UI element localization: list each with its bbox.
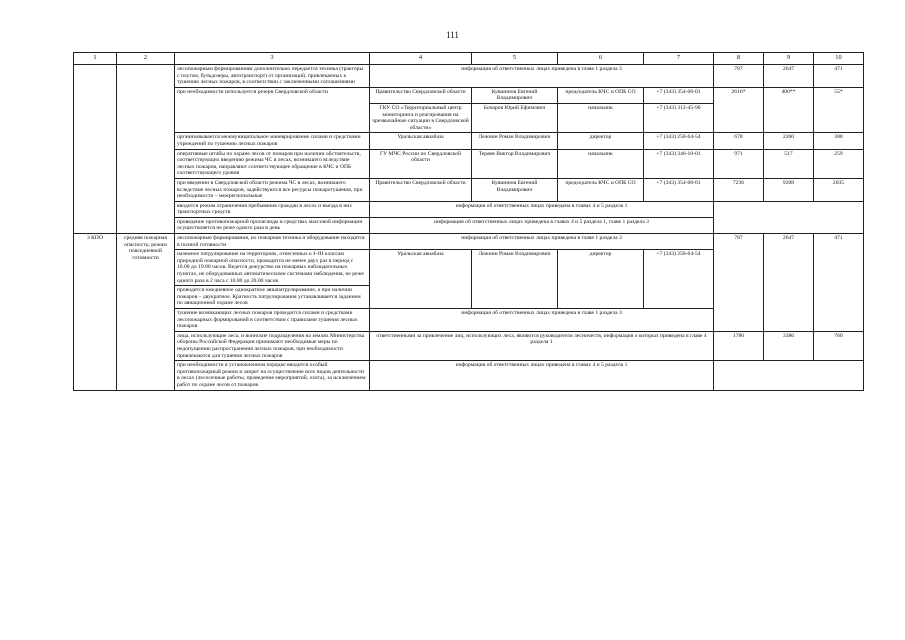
value-cell: 471 xyxy=(814,234,864,332)
table-row xyxy=(74,201,864,217)
table-row xyxy=(74,331,864,360)
class-desc-cell xyxy=(117,65,175,234)
measure-cell: тушение возникающих лесных пожаров проводится силами и средствами лесопожарных формирований в соответствии с правилами тушения лесных пожаров xyxy=(175,309,370,332)
page-number: 111 xyxy=(446,30,459,40)
col-header: 5 xyxy=(472,53,558,65)
table-row xyxy=(74,234,864,250)
table-row xyxy=(74,361,864,390)
measure-cell: вводится режим ограничения пребывания граждан в лесах и въезда в них транспортных средств xyxy=(175,201,370,217)
value-cell: 471 xyxy=(814,65,864,88)
class-number-cell: 3 КПО xyxy=(74,234,117,390)
value-cell: 971 xyxy=(714,149,764,178)
phone-cell: +7 (343) 312-45-90 xyxy=(644,103,714,132)
phone-cell: +7 (343) 354-00-01 xyxy=(644,87,714,103)
measure-cell: при необходимости используется резерв Свердловской области xyxy=(175,87,370,133)
value-cell: 517 xyxy=(764,149,814,178)
organization-cell: Правительство Свердловской области xyxy=(370,87,472,103)
measure-cell: лица, использующие леса, и воинские подразделения на землях Министерства обороны Российской Федерации принимают необходимые меры по недопущению распространения лесных пожаров, при необходимости привлекаются для тушения лесных пожаров xyxy=(175,331,370,360)
organization-cell: ГКУ СО «Территориальный центр мониторинга и реагирования на чрезвычайные ситуации в Свердловской области» xyxy=(370,103,472,132)
col-header: 8 xyxy=(714,53,764,65)
measure-cell: при введении в Свердловской области режима ЧС в лесах, возникшего вследствие лесных пожаров, задействуются все ресурсы пожаротушения, при необходимости – межрегиональные xyxy=(175,178,370,201)
measure-cell: проведение противопожарной пропаганды в средствах массовой информации осуществляется не реже одного раза в день xyxy=(175,217,370,233)
organization-cell: Правительство Свердловской области xyxy=(370,178,472,201)
value-cell: 55* xyxy=(814,87,864,133)
position-cell: председатель КЧС и ОПБ СО xyxy=(558,87,644,103)
col-header: 4 xyxy=(370,53,472,65)
organization-cell: ГУ МЧС России по Свердловской области xyxy=(370,149,472,178)
col-header: 3 xyxy=(175,53,370,65)
value-cell: 787 xyxy=(714,65,764,88)
info-reference: информация об ответственных лицах приведена в главе 1 раздела 3 xyxy=(370,309,714,332)
measure-cell: наземное патрулирование на территориях, отнесенных к I–III классам природной пожарной опасности, проводится не менее двух раз в период с 10.00 до 19.00 часов. Ведется дежурство на пожарных наблюдательных пунктах, не оборудованных автоматическими системами наблюдения, не реже одного раза в 2 часа с 10.00 до 20.00 часов xyxy=(175,250,370,286)
value-cell: 678 xyxy=(714,133,764,149)
class-number-cell xyxy=(74,65,117,234)
empty-cell xyxy=(714,361,864,390)
value-cell: 2647 xyxy=(764,234,814,332)
person-cell: Бочаров Юрий Ефимович xyxy=(472,103,558,132)
person-cell: Кувшинов Евгений Владимирович xyxy=(472,87,558,103)
col-header: 1 xyxy=(74,53,117,65)
value-cell: 2035 xyxy=(814,178,864,201)
value-cell: 259 xyxy=(814,149,864,178)
table-row xyxy=(74,133,864,149)
table-row xyxy=(74,65,864,88)
table-row xyxy=(74,149,864,178)
value-cell: 2260 xyxy=(764,133,814,149)
class-desc-cell: средняя пожарная опасность; режим повседневной готовности xyxy=(117,234,175,390)
info-reference: информация об ответственных лицах приведена в главах 4 и 5 раздела 1 xyxy=(370,201,714,217)
fire-response-table xyxy=(73,52,864,391)
value-cell: 3386 xyxy=(764,331,814,360)
position-cell: директор xyxy=(558,133,644,149)
phone-cell: +7 (343) 258-64-54 xyxy=(644,133,714,149)
value-cell: 2616* xyxy=(714,87,764,133)
info-reference: информация об ответственных лицах приведена в главе 1 раздела 3 xyxy=(370,234,714,250)
measure-cell: оперативные штабы по охране лесов от пожаров при наличии обстоятельств, соответствующих введению режима ЧС в лесах, возникшего вследствие лесных пожаров, направляют соответствующее обращение в КЧС и ОПБ соответствующего уровня xyxy=(175,149,370,178)
measure-cell: лесопожарные формирования, их пожарная техника и оборудование находятся в полной готовности xyxy=(175,234,370,250)
measure-cell: лесопожарным формированиям дополнительно передается техника (тракторы с плугом, бульдозеры, автотранспорт) от организаций, привлекаемых к тушению лесных пожаров, в соответствии с заключенными соглашениями xyxy=(175,65,370,88)
value-cell: 400** xyxy=(764,87,814,133)
value-cell: 9208 xyxy=(764,178,814,201)
table-row xyxy=(74,178,864,201)
header-row xyxy=(74,53,864,65)
col-header: 10 xyxy=(814,53,864,65)
value-cell: 760 xyxy=(814,331,864,360)
value-cell: 2647 xyxy=(764,65,814,88)
organization-cell: Уральская авиабаза xyxy=(370,250,472,309)
position-cell: начальник xyxy=(558,103,644,132)
info-reference: информация об ответственных лицах приведена в главах 4 и 5 раздела 1 xyxy=(370,361,714,390)
position-cell: начальник xyxy=(558,149,644,178)
person-cell: Кувшинов Евгений Владимирович xyxy=(472,178,558,201)
phone-cell: +7 (343) 346-10-01 xyxy=(644,149,714,178)
position-cell: председатель КЧС и ОПБ СО xyxy=(558,178,644,201)
col-header: 9 xyxy=(764,53,814,65)
value-cell: 787 xyxy=(714,234,764,332)
phone-cell: +7 (343) 258-64-54 xyxy=(644,250,714,309)
info-reference: информация об ответственных лицах приведена в главах 4 и 5 раздела 1, главе 1 раздела 3 xyxy=(370,217,714,233)
value-cell: 388 xyxy=(814,133,864,149)
col-header: 2 xyxy=(117,53,175,65)
phone-cell: +7 (343) 354-00-01 xyxy=(644,178,714,201)
position-cell: директор xyxy=(558,250,644,309)
table-row xyxy=(74,87,864,103)
measure-cell: проводится ежедневное однократное авиапатрулирование, а при наличии пожаров – двукратное. Кратность патрулирования устанавливается заданием по авиационной охране лесов xyxy=(175,286,370,309)
info-reference: информация об ответственных лицах приведена в главе 1 раздела 3 xyxy=(370,65,714,88)
measure-cell: организовывается межмуниципальное маневрирование силами и средствами учреждений по тушению лесных пожаров xyxy=(175,133,370,149)
info-reference: ответственными за привлечение лиц, использующих леса, являются руководители лесничеств, информация о которых приведена в главе 4 раздела 1 xyxy=(370,331,714,360)
measure-cell: при необходимости в установленном порядке вводится особый противопожарный режим и запрет на осуществление всех видов деятельности в лесах (лесосечные работы, проведение мероприятий, охота), за исключением работ по охране лесов от пожаров xyxy=(175,361,370,390)
value-cell: 1786 xyxy=(714,331,764,360)
empty-cell xyxy=(714,201,864,233)
col-header: 6 xyxy=(558,53,644,65)
person-cell: Теряев Виктор Владимирович xyxy=(472,149,558,178)
person-cell: Лежнин Роман Владимирович xyxy=(472,133,558,149)
col-header: 7 xyxy=(644,53,714,65)
person-cell: Лежнин Роман Владимирович xyxy=(472,250,558,309)
value-cell: 7236 xyxy=(714,178,764,201)
organization-cell: Уральская авиабаза xyxy=(370,133,472,149)
